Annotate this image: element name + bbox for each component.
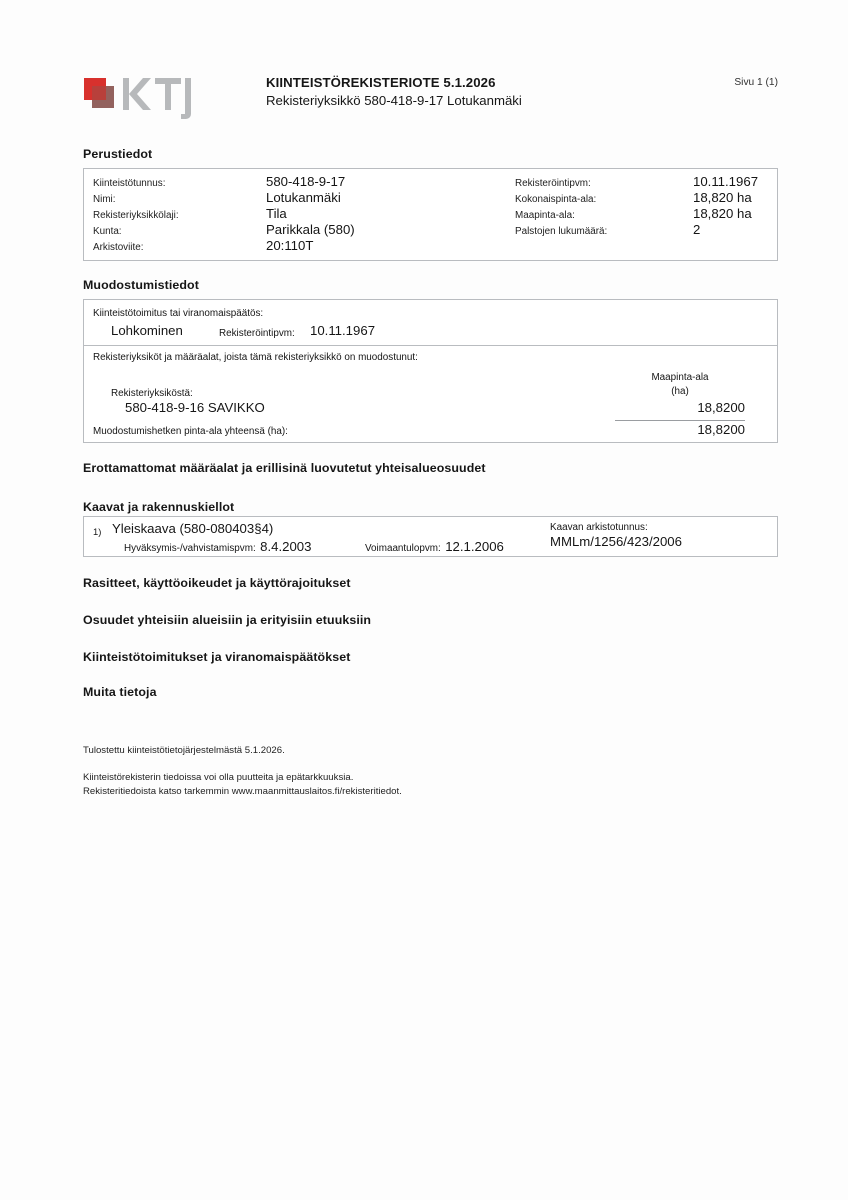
field-value-rekisteriyksikkolaji: Tila xyxy=(266,206,287,221)
footer-disclaimer-line-1: Kiinteistörekisterin tiedoissa voi olla puutteita ja epätarkkuuksia. xyxy=(83,772,354,783)
field-value-kokonaispinta-ala: 18,820 ha xyxy=(693,190,752,205)
kaava-effective-date xyxy=(365,538,504,556)
label-toimitus-rekisterointipvm: Rekisteröintipvm: xyxy=(219,328,295,339)
section-heading-toimitukset: Kiinteistötoimitukset ja viranomaispäätökset xyxy=(83,650,351,664)
field-value-kunta: Parikkala (580) xyxy=(266,222,355,237)
footer-printed-line: Tulostettu kiinteistötietojärjestelmästä 5.1.2026. xyxy=(83,745,285,756)
footer-disclaimer-line-2: Rekisteritiedoista katso tarkemmin www.maanmittauslaitos.fi/rekisteritiedot. xyxy=(83,786,402,797)
field-label-kiinteistotunnus: Kiinteistötunnus: xyxy=(93,178,166,189)
column-header-maapinta-ala: Maapinta-ala xyxy=(651,372,709,383)
document-title-block xyxy=(266,74,522,110)
kaava-archive-label: Kaavan arkistotunnus: xyxy=(550,522,648,533)
field-label-kokonaispinta-ala: Kokonaispinta-ala: xyxy=(515,194,597,205)
label-total-area: Muodostumishetken pinta-ala yhteensä (ha): xyxy=(93,426,288,437)
field-value-arkistoviite: 20:110T xyxy=(266,238,314,253)
page-subtitle: Rekisteriyksikkö 580-418-9-17 Lotukanmäki xyxy=(266,93,522,108)
document-header xyxy=(83,72,778,128)
kaava-approval-label: Hyväksymis-/vahvistamispvm: xyxy=(124,543,256,554)
column-header-unit-ha: (ha) xyxy=(671,386,689,397)
perustiedot-box xyxy=(83,168,778,261)
field-label-nimi: Nimi: xyxy=(93,194,116,205)
section-heading-kaavat: Kaavat ja rakennuskiellot xyxy=(83,500,235,514)
section-heading-erottamattomat: Erottamattomat määräalat ja erillisinä luovutetut yhteisalueosuudet xyxy=(83,461,486,475)
kaava-effective-value: 12.1.2006 xyxy=(445,539,504,554)
box-divider xyxy=(84,345,777,346)
label-kiinteistotoimitus: Kiinteistötoimitus tai viranomaispäätös: xyxy=(93,308,264,319)
field-value-palstojen-lukumaara: 2 xyxy=(693,222,701,237)
field-label-rekisterointipvm: Rekisteröintipvm: xyxy=(515,178,591,189)
section-heading-osuudet: Osuudet yhteisiin alueisiin ja erityisiin etuuksiin xyxy=(83,613,372,627)
field-label-maapinta-ala: Maapinta-ala: xyxy=(515,210,575,221)
ktj-logo xyxy=(83,74,205,120)
field-value-nimi: Lotukanmäki xyxy=(266,190,341,205)
section-heading-perustiedot: Perustiedot xyxy=(83,147,153,161)
field-label-arkistoviite: Arkistoviite: xyxy=(93,242,144,253)
muodostumistiedot-box xyxy=(83,299,778,443)
kaava-item-index: 1) xyxy=(93,526,102,537)
kaava-approval-date xyxy=(124,538,311,556)
value-origin-area: 18,8200 xyxy=(697,400,745,415)
label-rekisteriyksikosta: Rekisteriyksiköstä: xyxy=(111,388,193,399)
label-origin-units: Rekisteriyksiköt ja määräalat, joista tämä rekisteriyksikkö on muodostunut: xyxy=(93,352,418,363)
value-toimitus-name: Lohkominen xyxy=(111,323,183,338)
value-toimitus-rekisterointipvm: 10.11.1967 xyxy=(310,323,376,338)
field-label-rekisteriyksikkolaji: Rekisteriyksikkölaji: xyxy=(93,210,179,221)
kaava-item-title: Yleiskaava (580-080403§4) xyxy=(112,521,274,536)
subtotal-rule xyxy=(615,420,745,421)
section-heading-rasitteet: Rasitteet, käyttöoikeudet ja käyttörajoitukset xyxy=(83,576,351,590)
field-label-palstojen-lukumaara: Palstojen lukumäärä: xyxy=(515,226,608,237)
section-heading-muodostumistiedot: Muodostumistiedot xyxy=(83,278,199,292)
field-value-rekisterointipvm: 10.11.1967 xyxy=(693,174,759,189)
kaava-archive-value: MMLm/1256/423/2006 xyxy=(550,534,682,549)
section-heading-muita-tietoja: Muita tietoja xyxy=(83,685,157,699)
kaavat-box xyxy=(83,516,778,557)
page-number: Sivu 1 (1) xyxy=(734,77,778,88)
field-label-kunta: Kunta: xyxy=(93,226,122,237)
field-value-kiinteistotunnus: 580-418-9-17 xyxy=(266,174,346,189)
page-title: KIINTEISTÖREKISTERIOTE 5.1.2026 xyxy=(266,75,496,90)
value-origin-unit: 580-418-9-16 SAVIKKO xyxy=(125,400,265,415)
field-value-maapinta-ala: 18,820 ha xyxy=(693,206,752,221)
kaava-approval-value: 8.4.2003 xyxy=(260,539,312,554)
kaava-effective-label: Voimaantulopvm: xyxy=(365,543,441,554)
value-total-area: 18,8200 xyxy=(697,422,745,437)
